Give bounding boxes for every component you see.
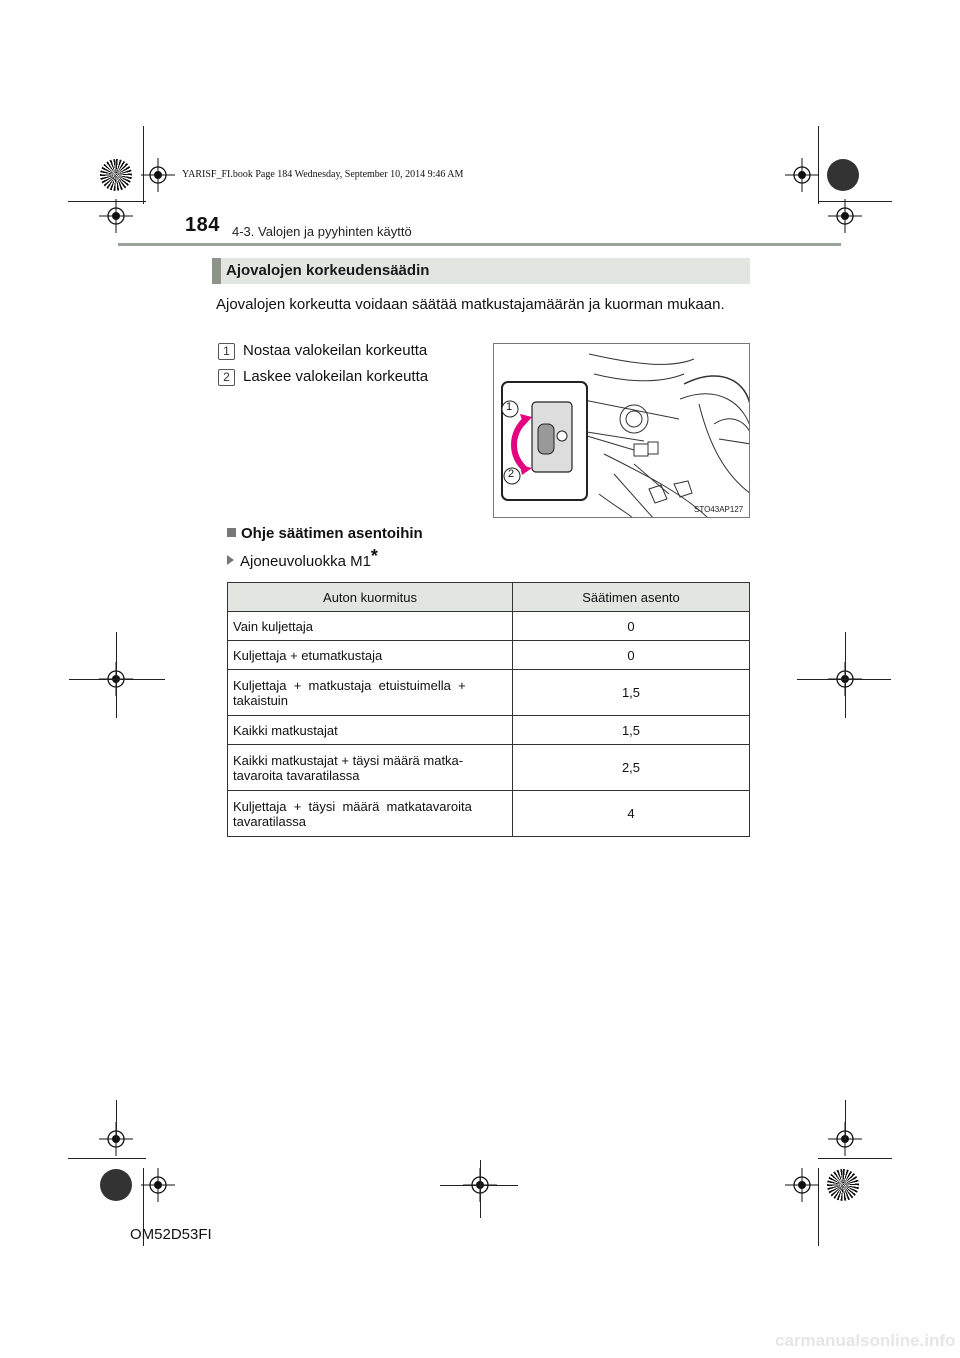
table-cell-load — [228, 641, 513, 670]
table-cell-load — [228, 612, 513, 641]
callout-text-1: Nostaa valokeilan korkeutta — [243, 342, 428, 359]
section-heading-bar — [212, 258, 750, 284]
book-info: YARISF_FI.book Page 184 Wednesday, September 10, 2014 9:46 AM — [182, 169, 464, 180]
load-text: Kaikki matkustajat — [233, 722, 338, 738]
registration-crosshair-icon — [785, 158, 819, 192]
section-heading: Ajovalojen korkeudensäädin — [226, 262, 430, 279]
table-row — [228, 670, 750, 716]
load-text: Kuljettaja + etumatkustaja — [233, 647, 383, 663]
crop-mark — [845, 1100, 846, 1140]
callout-text-2: Laskee valokeilan korkeutta — [243, 368, 429, 385]
starburst-mark-icon — [827, 159, 859, 191]
registration-crosshair-icon — [141, 158, 175, 192]
registration-crosshair-icon — [785, 1168, 819, 1202]
table-cell-load — [228, 670, 513, 716]
dashboard-illustration — [494, 344, 750, 518]
crop-mark — [480, 1160, 481, 1218]
sub-heading-text: Ohje säätimen asentoihin — [241, 525, 423, 542]
crop-mark — [69, 679, 165, 680]
callout-number-1: 1 — [218, 343, 235, 360]
table-cell-position: 0 — [513, 612, 750, 641]
callout-number-2: 2 — [218, 369, 235, 386]
crop-mark — [116, 632, 117, 718]
crop-mark — [797, 679, 891, 680]
figure-label-1: 1 — [506, 401, 513, 413]
table-cell-load — [228, 745, 513, 791]
table-cell-position: 1,5 — [513, 670, 750, 716]
table-row — [228, 612, 750, 641]
table-row — [228, 641, 750, 670]
intro-paragraph: Ajovalojen korkeutta voidaan säätää matkustajamäärän ja kuorman mukaan. — [216, 296, 725, 313]
registration-crosshair-icon — [828, 199, 862, 233]
starburst-mark-icon — [100, 1169, 132, 1201]
sub-heading — [227, 525, 423, 542]
vehicle-class-bullet — [227, 546, 378, 570]
registration-crosshair-icon — [99, 199, 133, 233]
table-cell-position: 4 — [513, 791, 750, 837]
load-text: takaistuin — [233, 692, 288, 708]
table-cell-load — [228, 716, 513, 745]
asterisk-mark: * — [370, 546, 378, 566]
crop-mark — [68, 1158, 146, 1159]
load-text: tavaratilassa — [233, 813, 306, 829]
figure-label-2: 2 — [508, 468, 515, 480]
table-cell-load — [228, 791, 513, 837]
manual-code: OM52D53FI — [130, 1226, 212, 1243]
page-number: 184 — [185, 214, 220, 236]
crop-mark — [845, 632, 846, 718]
crop-mark — [818, 1158, 892, 1159]
watermark: carmanualsonline.info — [775, 1331, 956, 1350]
load-text: Kaikki matkustajat + täysi määrä matka- — [233, 752, 464, 768]
load-text: Kuljettaja + täysi määrä matkatavaroita — [233, 798, 472, 814]
load-text: Kuljettaja + matkustaja etuistuimella + — [233, 677, 466, 693]
heading-accent — [212, 258, 221, 284]
table-cell-position: 0 — [513, 641, 750, 670]
starburst-mark-icon — [100, 159, 132, 191]
header-rule — [118, 243, 841, 246]
table-cell-position: 1,5 — [513, 716, 750, 745]
table-header-load: Auton kuormitus — [228, 583, 513, 612]
figure-code: STO43AP127 — [694, 505, 744, 514]
crop-mark — [116, 1100, 117, 1140]
table-cell-position: 2,5 — [513, 745, 750, 791]
load-position-table — [227, 582, 750, 837]
table-row — [228, 716, 750, 745]
table-row — [228, 745, 750, 791]
crop-mark — [440, 1185, 518, 1186]
headlight-leveling-figure — [493, 343, 750, 518]
table-row — [228, 791, 750, 837]
registration-crosshair-icon — [141, 1168, 175, 1202]
load-text: Vain kuljettaja — [233, 618, 313, 634]
triangle-bullet-icon — [227, 555, 234, 565]
vehicle-class-text: Ajoneuvoluokka M1 — [240, 553, 371, 570]
table-header-position: Säätimen asento — [513, 583, 750, 612]
load-text: tavaroita tavaratilassa — [233, 767, 360, 783]
starburst-mark-icon — [827, 1169, 859, 1201]
square-bullet-icon — [227, 528, 236, 537]
section-title: 4-3. Valojen ja pyyhinten käyttö — [232, 224, 412, 239]
